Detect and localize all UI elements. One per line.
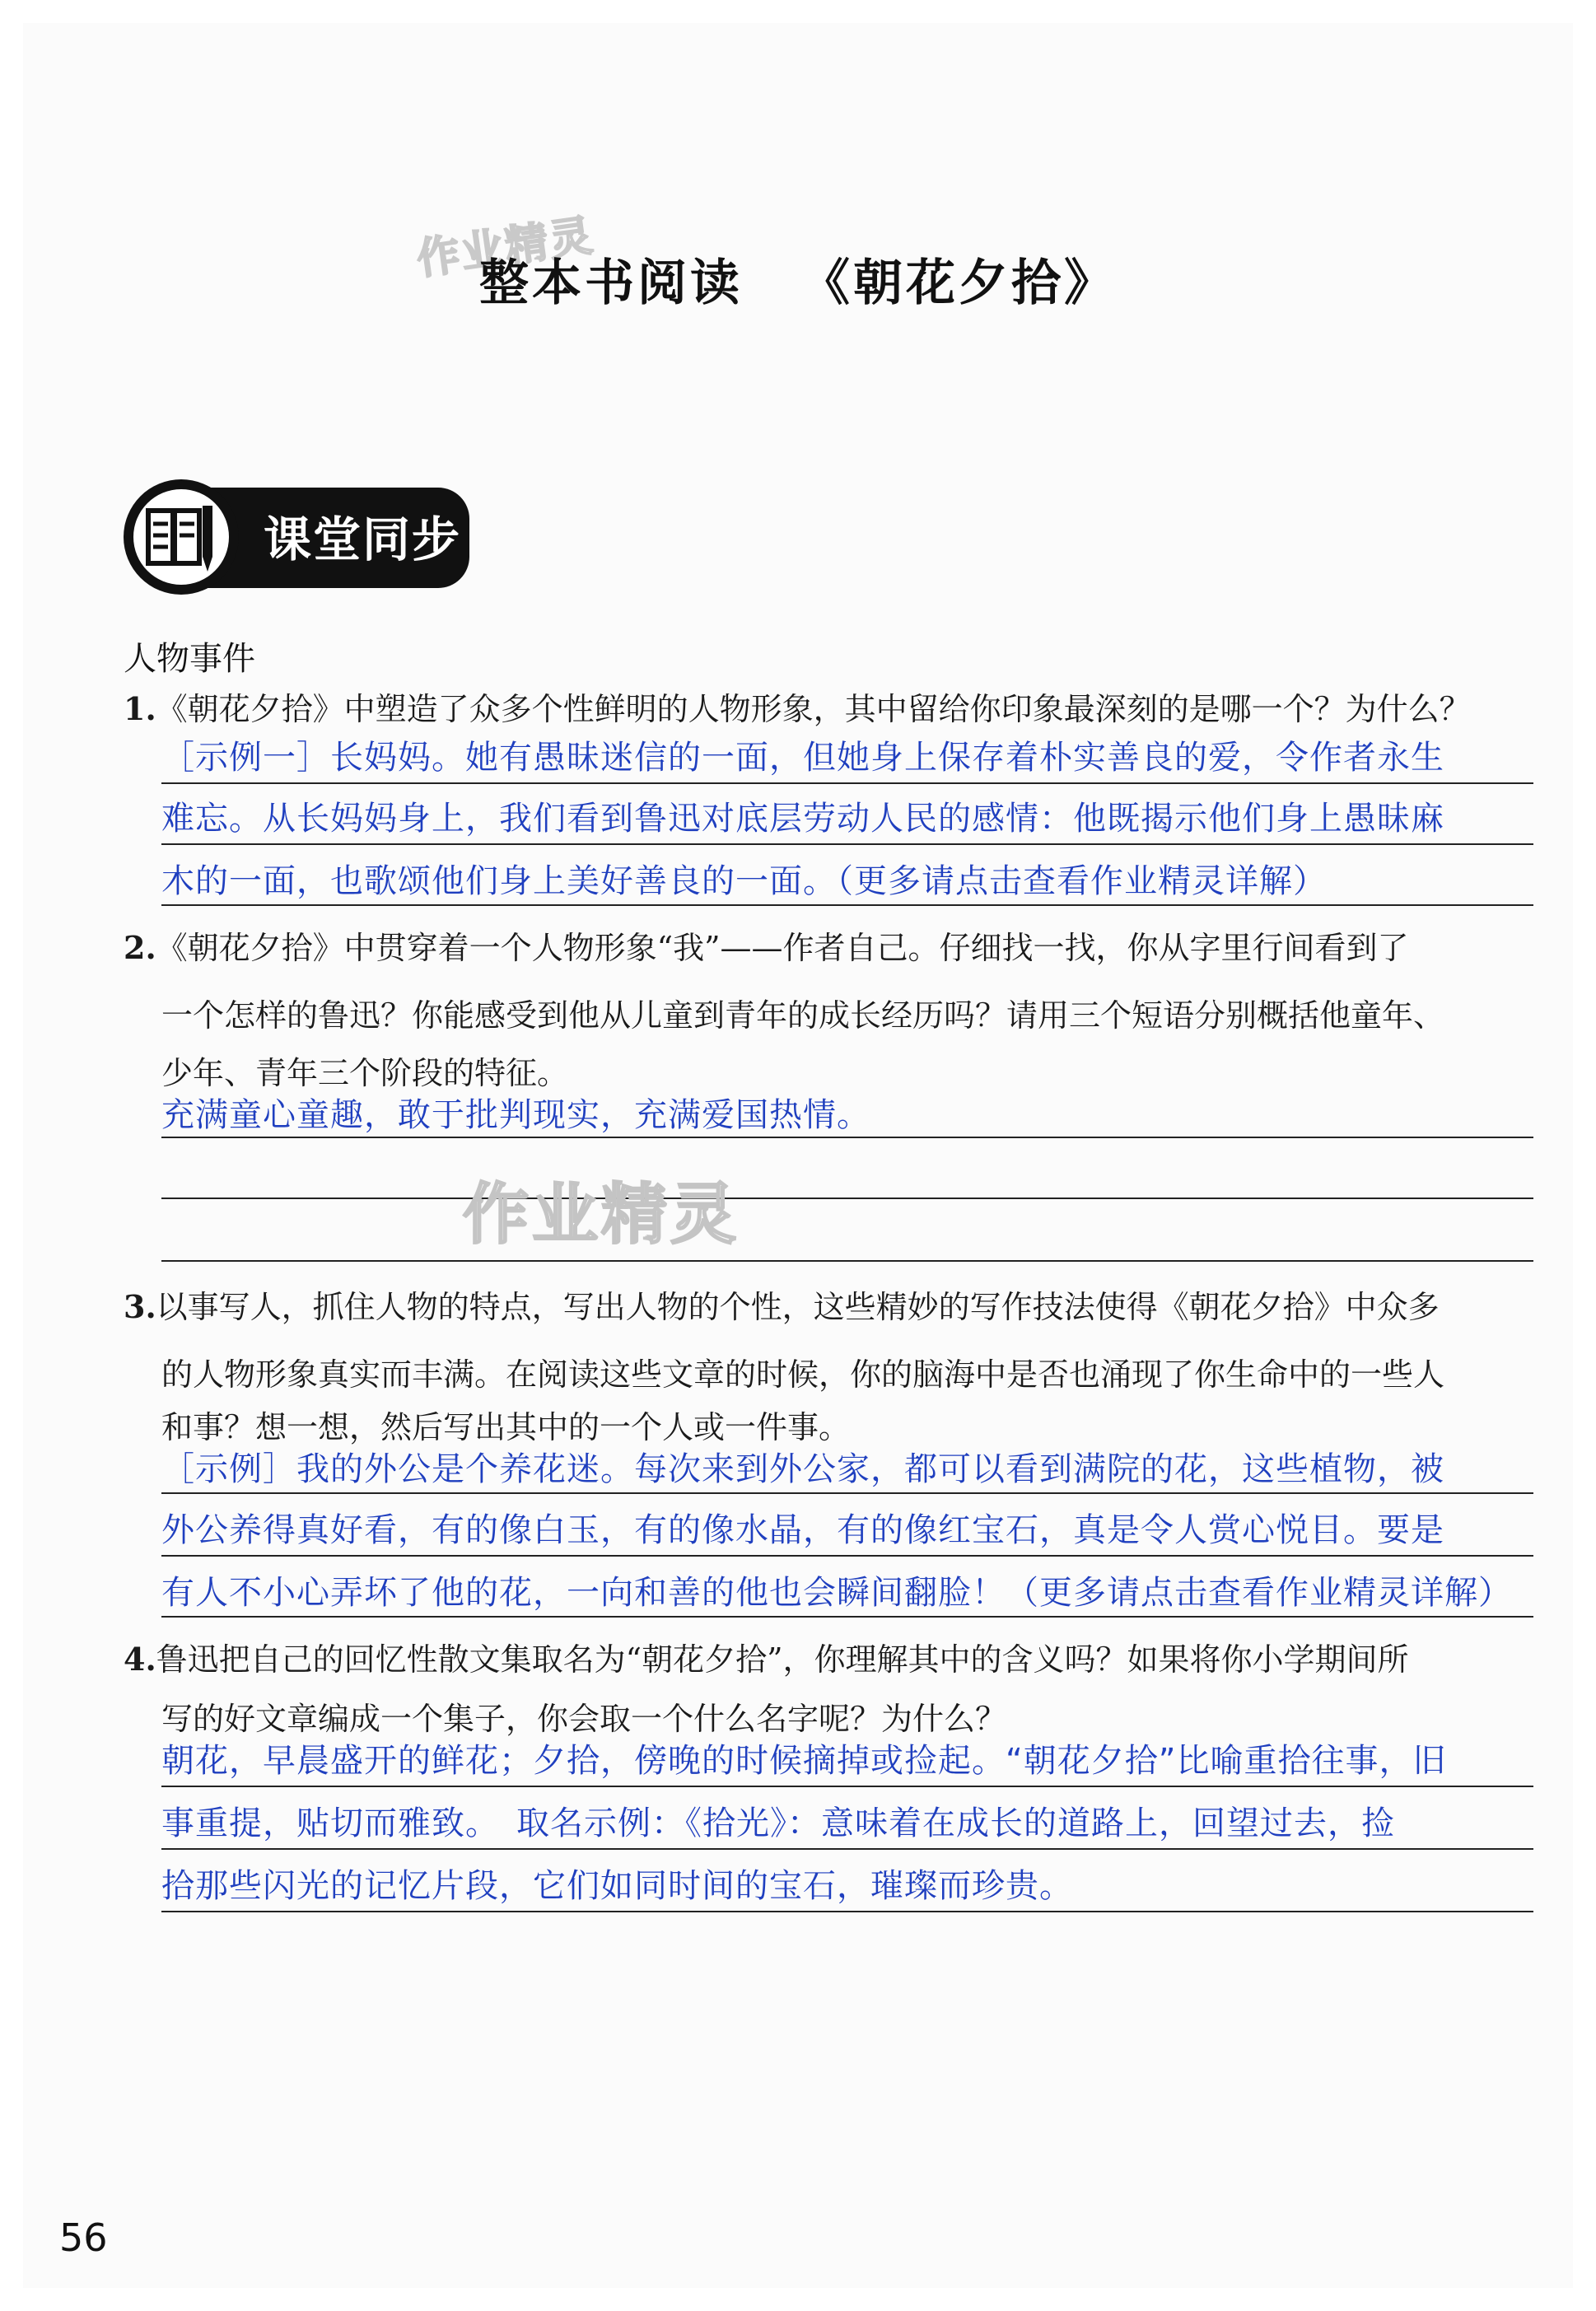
answer-rule	[161, 1198, 1533, 1199]
watermark-top: 作业精灵	[413, 211, 597, 285]
question-3	[124, 1290, 1540, 1325]
answer-line: 外公养得真好看，有的像白玉，有的像水晶，有的像红宝石，真是令人赏心悦目。要是	[161, 1511, 1444, 1549]
question-text: 《朝花夕拾》中塑造了众多个性鲜明的人物形象，其中留给你印象最深刻的是哪一个？为什么？	[156, 691, 1471, 727]
answer-line: 有人不小心弄坏了他的花，一向和善的他也会瞬间翻脸！（更多请点击查看作业精灵详解）	[161, 1574, 1512, 1612]
question-text: 的人物形象真实而丰满。在阅读这些文章的时候，你的脑海中是否也涌现了你生命中的一些人	[161, 1356, 1445, 1393]
answer-rule	[161, 1260, 1533, 1262]
section-badge	[124, 479, 502, 611]
answer-rule	[161, 843, 1533, 845]
question-1	[124, 692, 1540, 727]
answer-rule	[161, 1616, 1533, 1618]
question-number: 1.	[124, 690, 156, 727]
answer-rule	[161, 904, 1533, 906]
answer-line: ［示例一］长妈妈。她有愚昧迷信的一面，但她身上保存着朴实善良的爱，令作者永生	[161, 739, 1444, 777]
book-pen-icon	[142, 499, 221, 578]
answer-rule	[161, 1555, 1533, 1557]
badge-label: 课堂同步	[264, 511, 462, 567]
answer-rule	[161, 782, 1533, 784]
answer-rule	[161, 1848, 1533, 1850]
question-text: 《朝花夕拾》中贯穿着一个人物形象“我”——作者自己。仔细找一找，你从字里行间看到了	[156, 930, 1409, 966]
question-2	[124, 931, 1540, 966]
question-text: 以事写人，抓住人物的特点，写出人物的个性，这些精妙的写作技法使得《朝花夕拾》中众多	[156, 1289, 1440, 1325]
answer-rule	[161, 1492, 1533, 1494]
page-title	[0, 244, 1596, 315]
question-number: 3.	[124, 1288, 156, 1325]
watermark-middle: 作业精灵	[463, 1176, 740, 1253]
answer-line: 充满童心童趣，敢于批判现实，充满爱国热情。	[161, 1096, 870, 1134]
question-text: 和事？想一想，然后写出其中的一个人或一件事。	[161, 1409, 851, 1445]
answer-rule	[161, 1911, 1533, 1912]
question-number: 2.	[124, 929, 156, 966]
question-text: 鲁迅把自己的回忆性散文集取名为“朝花夕拾”，你理解其中的含义吗？如果将你小学期间所	[156, 1641, 1409, 1678]
answer-line: 难忘。从长妈妈身上，我们看到鲁迅对底层劳动人民的感情：他既揭示他们身上愚昧麻	[161, 800, 1444, 838]
question-text: 一个怎样的鲁迅？你能感受到他从儿童到青年的成长经历吗？请用三个短语分别概括他童年、	[161, 997, 1445, 1034]
answer-rule	[161, 1786, 1533, 1787]
answer-line: 朝花，早晨盛开的鲜花；夕拾，傍晚的时候摘掉或捡起。“朝花夕拾”比喻重拾往事，旧	[161, 1742, 1447, 1780]
answer-line: 事重提，贴切而雅致。 取名示例：《拾光》：意味着在成长的道路上，回望过去，捡	[161, 1804, 1395, 1842]
section-heading: 人物事件	[124, 640, 255, 678]
answer-line: 拾那些闪光的记忆片段，它们如同时间的宝石，璀璨而珍贵。	[161, 1867, 1073, 1905]
page-background	[23, 23, 1573, 2288]
title-left: 整本书阅读	[479, 254, 743, 312]
question-text: 写的好文章编成一个集子，你会取一个什么名字呢？为什么？	[161, 1701, 1007, 1737]
question-4	[124, 1642, 1540, 1678]
question-number: 4.	[124, 1641, 156, 1678]
question-text: 少年、青年三个阶段的特征。	[161, 1055, 569, 1091]
title-right: 《朝花夕拾》	[800, 254, 1117, 312]
answer-line: 木的一面，也歌颂他们身上美好善良的一面。（更多请点击查看作业精灵详解）	[161, 862, 1327, 900]
answer-rule	[161, 1137, 1533, 1138]
page-number: 56	[59, 2215, 108, 2260]
answer-line: ［示例］我的外公是个养花迷。每次来到外公家，都可以看到满院的花，这些植物，被	[161, 1450, 1444, 1488]
